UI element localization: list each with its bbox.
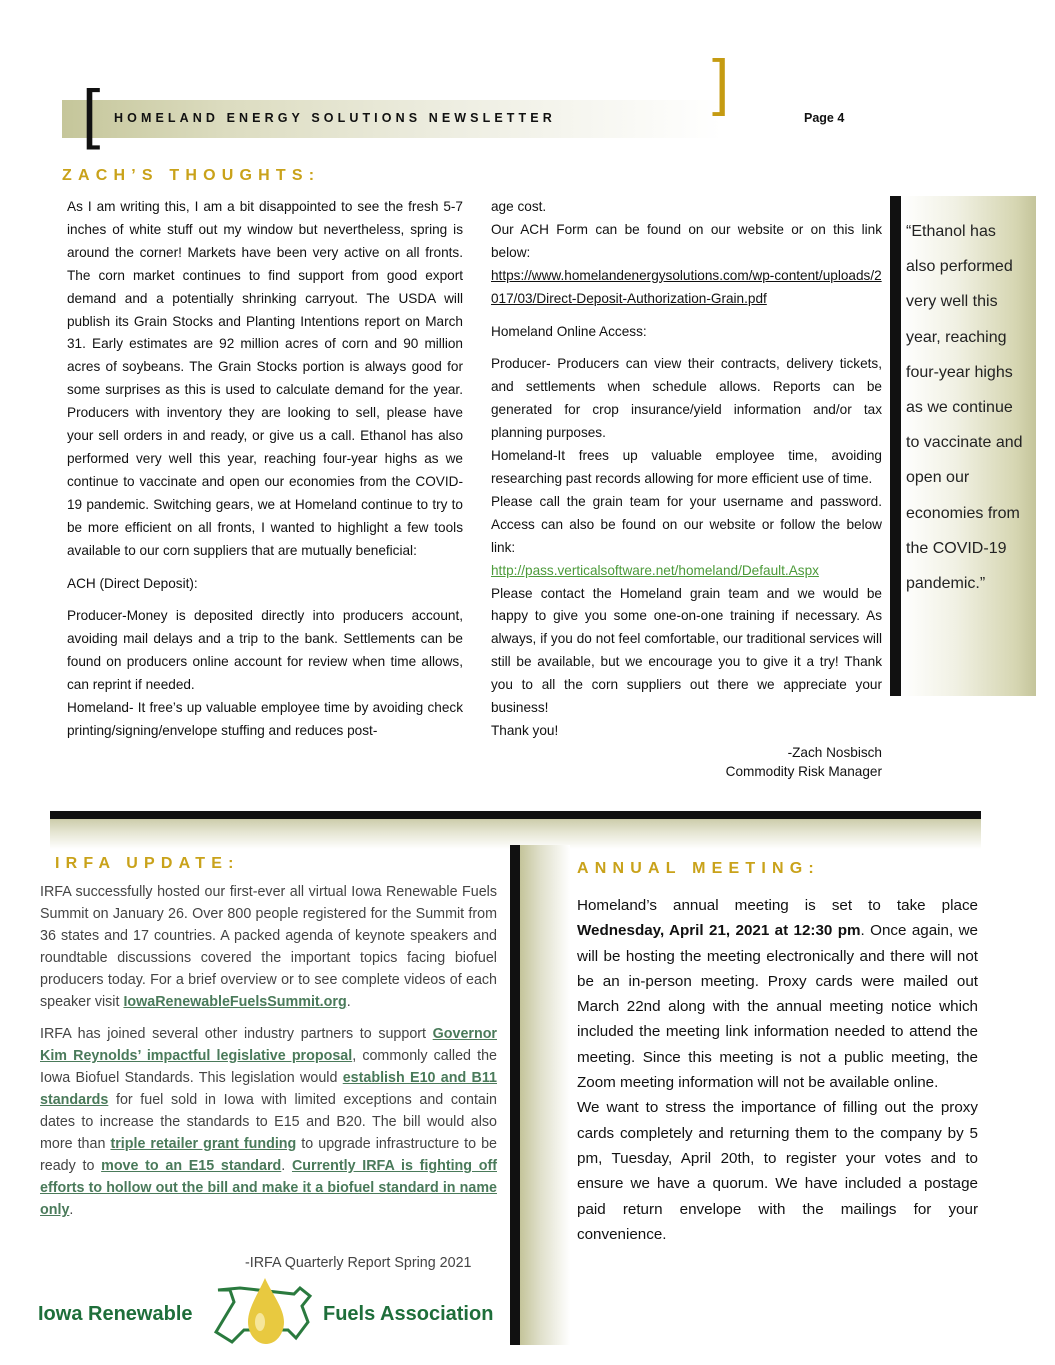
pull-quote: “Ethanol has also performed very well this year, reaching four-year highs as we continue to vaccinate and open our economies from the COVID-19 pandemic.”: [906, 223, 1023, 593]
annual-paragraph-1: [577, 893, 978, 1095]
signature-name: -Zach Nosbisch: [787, 744, 882, 760]
irfa-section-title: IRFA UPDATE:: [55, 855, 248, 873]
ach-form-link[interactable]: https://www.homelandenergysolutions.com/wp-content/uploads/2017/03/Direct-Deposit-Authorization-Grain.pdf: [491, 267, 882, 306]
irfa-source: -IRFA Quarterly Report Spring 2021: [245, 1255, 472, 1271]
column-divider: [510, 845, 520, 1345]
call-text: Please call the grain team for your username and password. Access can also be found on our website or follow the below link:: [491, 493, 882, 555]
ach-homeland-label: Homeland: [67, 700, 129, 716]
annual-section-title: ANNUAL MEETING:: [577, 860, 820, 877]
header-left-bracket: [: [82, 76, 101, 150]
governor-proposal-link[interactable]: Governor Kim Reynolds’ impactful legislative proposal: [40, 1026, 497, 1064]
hollow-out-link[interactable]: Currently IRFA is fighting off efforts to hollow out the bill and make it a biofuel standard in name only: [40, 1158, 497, 1218]
page-number: Page 4: [804, 111, 845, 125]
newsletter-title: HOMELAND ENERGY SOLUTIONS NEWSLETTER: [114, 111, 556, 125]
online-producer: [491, 353, 882, 445]
portal-link[interactable]: http://pass.verticalsoftware.net/homeland/Default.Aspx: [491, 562, 819, 578]
ach-heading: ACH (Direct Deposit):: [67, 575, 198, 591]
annual-body: [577, 893, 978, 1247]
summit-link[interactable]: IowaRenewableFuelsSummit.org: [123, 994, 347, 1010]
online-homeland-label: Homeland: [491, 448, 553, 464]
online-homeland-text: -It frees up valuable employee time, avoiding researching past records allowing for more efficient use of time.: [491, 448, 882, 486]
quote-bar: [890, 196, 901, 696]
ach-homeland: [67, 697, 463, 743]
online-producer-text: - Producers can view their contracts, delivery tickets, and settlements when schedule allows. Reports can be generated for crop insurance/yield information and/or tax planning purposes.: [491, 356, 882, 441]
iowa-drop-logo-icon: [210, 1272, 325, 1350]
online-producer-label: Producer: [491, 356, 547, 372]
zach-column-right: [491, 196, 882, 781]
thanks-text: Thank you!: [491, 722, 559, 738]
meeting-date: Wednesday, April 21, 2021 at 12:30 pm: [577, 922, 861, 940]
section-divider: [50, 811, 981, 819]
column-divider-gradient: [520, 845, 570, 1345]
closing-text: Please contact the Homeland grain team and we would be happy to give you some one-on-one training if necessary. As always, if you do not feel comfortable, our traditional services will still be available, but we encourage you to give it a try! Thank you to all the corn suppliers out there we appreciate your business!: [491, 585, 882, 716]
grant-funding-link[interactable]: triple retailer grant funding: [110, 1136, 297, 1152]
irfa-p2-text-a: IRFA has joined several other industry partners to support: [40, 1026, 433, 1042]
zach-intro: As I am writing this, I am a bit disappointed to see the fresh 5-7 inches of white stuff out my window but nevertheless, spring is around the corner! Markets have been very active on all fronts. The corn market continues to find support from good export demand and a potentially shrinking carryout. The USDA will publish its Grain Stocks and Planting Intentions report on March 31. Early estimates are 92 million acres of corn and 90 million acres of soybeans. The Grain Stocks portion is always good for some surprises as this is used to calculate demand for the year. Producers with inventory they are looking to sell, please have your sell orders in and ready, or give us a call. Ethanol has also performed very well this year, reaching four-year highs as we continue to vaccinate and open our economies from the COVID-19 pandemic. Switching gears, we at Homeland continue to try to be more efficient on all fronts, I wanted to highlight a few tools available to our corn suppliers that are mutually beneficial:: [67, 199, 463, 558]
irfa-paragraph-1: IRFA successfully hosted our first-ever all virtual Iowa Renewable Fuels Summit on January 26. Over 800 people registered for the Summit from 36 states and 17 countries. A packed agenda of keynote speakers and roundtable discussions covered the important topics facing biofuel producers today. For a brief overview or to see complete videos of each speaker visit IowaRenewableFuelsSummit.org.: [40, 884, 497, 1010]
ach-homeland-text: - It free’s up valuable employee time by avoiding check printing/signing/envelope stuffing and reduces post-: [67, 700, 463, 738]
ach-producer-label: Producer: [67, 608, 123, 624]
irfa-p1-text: IRFA successfully hosted our first-ever all virtual Iowa Renewable Fuels Summit on January 26. Over 800 people registered for the Summit from 36 states and 17 countries. A packed agenda of keynote speakers and roundtable discussions covered the important topics facing biofuel producers today. For a brief overview or to see complete videos of each speaker visit: [40, 884, 497, 1010]
irfa-p2-text-d: to upgrade infrastructure to be ready to: [40, 1136, 498, 1174]
e15-standard-link[interactable]: move to an E15 standard: [101, 1158, 282, 1174]
header-right-bracket: ]: [712, 48, 730, 117]
zach-column-left: [67, 196, 463, 743]
zach-section-title: ZACH’S THOUGHTS:: [62, 167, 321, 184]
ach-form-text: Our ACH Form can be found on our website or on this link below:: [491, 221, 882, 260]
irfa-body: [40, 881, 497, 1221]
irfa-p2-text-b: , commonly called the Iowa Biofuel Standards. This legislation would: [40, 1048, 497, 1086]
ach-homeland-continued: age cost.: [491, 199, 547, 214]
ach-producer: [67, 605, 463, 697]
signature-title: Commodity Risk Manager: [725, 763, 882, 779]
annual-p1-text-b: . Once again, we will be hosting the meeting electronically and there will not be an in-person meeting. Proxy cards were mailed out March 22nd along with the annual meeting notice which included the meeting link information needed to attend the meeting. Since this meeting is not a public meeting, the Zoom meeting information will not be available online.: [577, 922, 978, 1092]
annual-p1-text-a: Homeland’s annual meeting is set to take place: [577, 897, 978, 914]
ach-producer-text: -Money is deposited directly into producers account, avoiding mail delays and a trip to the bank. Settlements can be found on producers online account for review when time allows, can reprint if needed.: [67, 608, 463, 693]
e10-b11-link[interactable]: establish E10 and B11 standards: [40, 1070, 497, 1108]
irfa-paragraph-2: IRFA has joined several other industry partners to support Governor Kim Reynolds’ impactful legislative proposal, commonly called the Iowa Biofuel Standards. This legislation would establish E10 and B11 standards for fuel sold in Iowa with limited exceptions and contain dates to increase the standards to E15 and B20. The bill would also more than triple retailer grant funding to upgrade infrastructure to be ready to move to an E15 standard. Currently IRFA is fighting off efforts to hollow out the bill and make it a biofuel standard in name only.: [40, 1026, 498, 1218]
annual-paragraph-2: We want to stress the importance of filling out the proxy cards completely and returning them to the company by 5 pm, Tuesday, April 20th, to register your votes and to ensure we have a quorum. We have included a postage paid return envelope with the mailings for your convenience.: [577, 1099, 978, 1243]
irfa-p2-text-c: for fuel sold in Iowa with limited exceptions and contain dates to increase the standards to E15 and B20. The bill would also more than: [40, 1092, 497, 1152]
online-heading: Homeland Online Access:: [491, 323, 647, 339]
online-homeland: [491, 445, 882, 491]
logo-text-left: Iowa Renewable: [38, 1303, 193, 1325]
logo-text-right: Fuels Association: [323, 1303, 494, 1325]
